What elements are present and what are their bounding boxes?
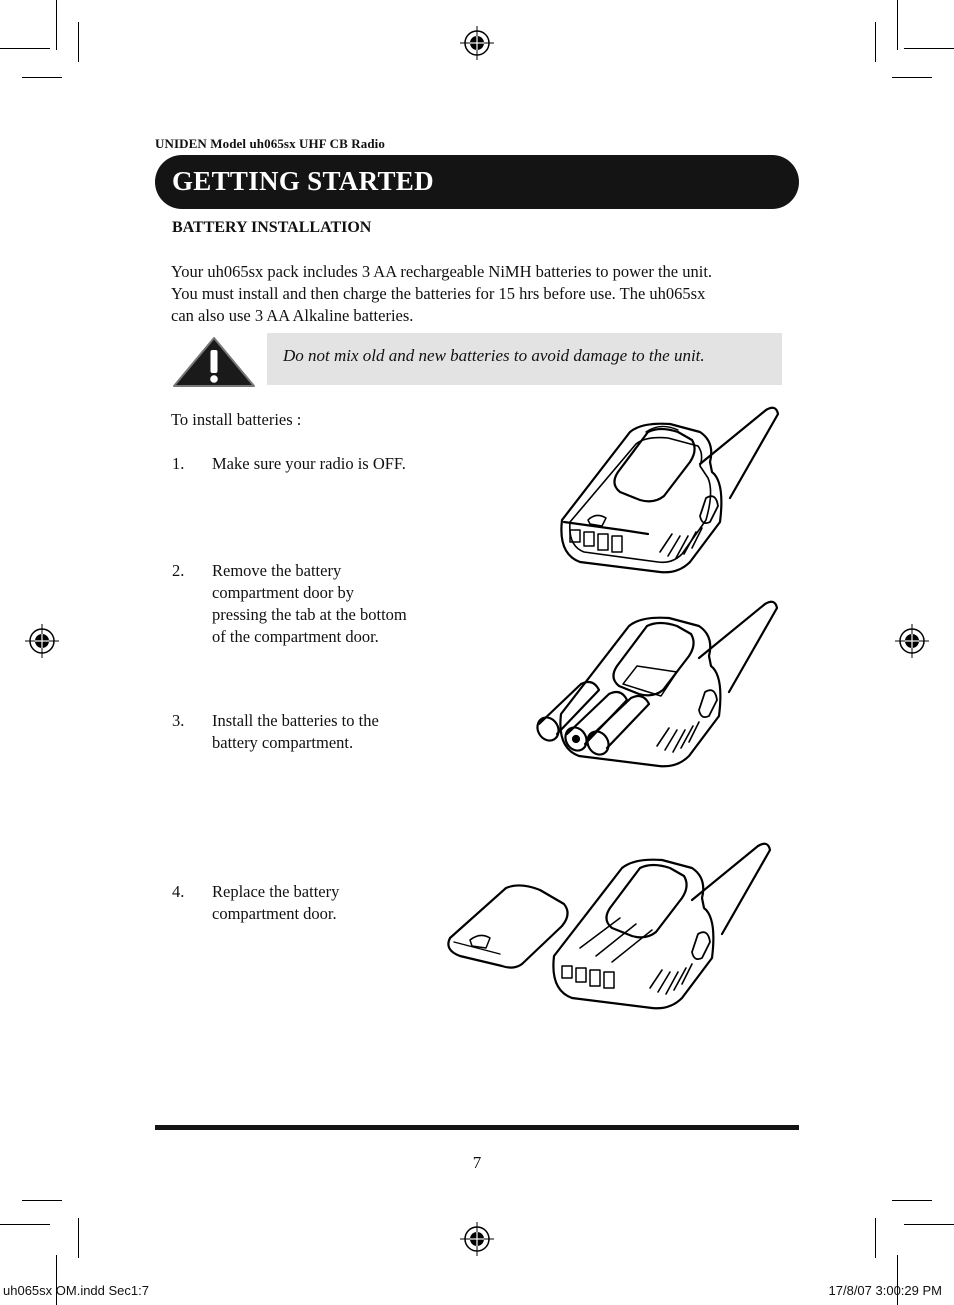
step-line: compartment door.: [212, 904, 337, 923]
registration-mark-icon: [460, 26, 494, 60]
footer-rule: [155, 1125, 799, 1130]
warning-box: [267, 333, 782, 385]
intro-line: can also use 3 AA Alkaline batteries.: [171, 306, 414, 325]
intro-paragraph: [171, 261, 781, 327]
warning-triangle-icon: [172, 336, 256, 388]
step-line: battery compartment.: [212, 733, 354, 752]
steps-intro: To install batteries :: [171, 410, 302, 429]
step-number: 1.: [172, 454, 185, 473]
step-text: [212, 453, 452, 475]
step-text: [212, 560, 452, 648]
intro-line: Your uh065sx pack includes 3 AA rechargeable NiMH batteries to power the unit.: [171, 262, 713, 281]
registration-mark-icon: [460, 1222, 494, 1256]
step-line: of the compartment door.: [212, 627, 379, 646]
step-line: Install the batteries to the: [212, 711, 379, 730]
registration-mark-icon: [895, 624, 929, 658]
step-line: Replace the battery: [212, 882, 340, 901]
slug-left: uh065sx OM.indd Sec1:7: [3, 1283, 149, 1298]
step-line: compartment door by: [212, 583, 355, 602]
step-text: [212, 881, 452, 925]
subsection-title: BATTERY INSTALLATION: [172, 219, 372, 236]
step-number: 3.: [172, 711, 185, 730]
radio-back-illustration: [550, 402, 785, 580]
page-number: 7: [472, 1153, 482, 1172]
step-line: Make sure your radio is OFF.: [212, 454, 406, 473]
warning-text: Do not mix old and new batteries to avoid damage to the unit.: [283, 346, 705, 365]
step-number: 4.: [172, 882, 185, 901]
section-title: GETTING STARTED: [172, 166, 434, 196]
running-head: UNIDEN Model uh065sx UHF CB Radio: [155, 136, 385, 151]
door-replace-illustration: [440, 838, 780, 1016]
section-banner: [155, 155, 799, 209]
step-text: [212, 710, 452, 754]
slug-right: 17/8/07 3:00:29 PM: [828, 1283, 942, 1298]
step-line: pressing the tab at the bottom: [212, 605, 407, 624]
intro-line: You must install and then charge the batteries for 15 hrs before use. The uh065sx: [171, 284, 706, 303]
registration-mark-icon: [25, 624, 59, 658]
step-line: Remove the battery: [212, 561, 342, 580]
step-number: 2.: [172, 561, 185, 580]
battery-insert-illustration: [527, 596, 785, 772]
